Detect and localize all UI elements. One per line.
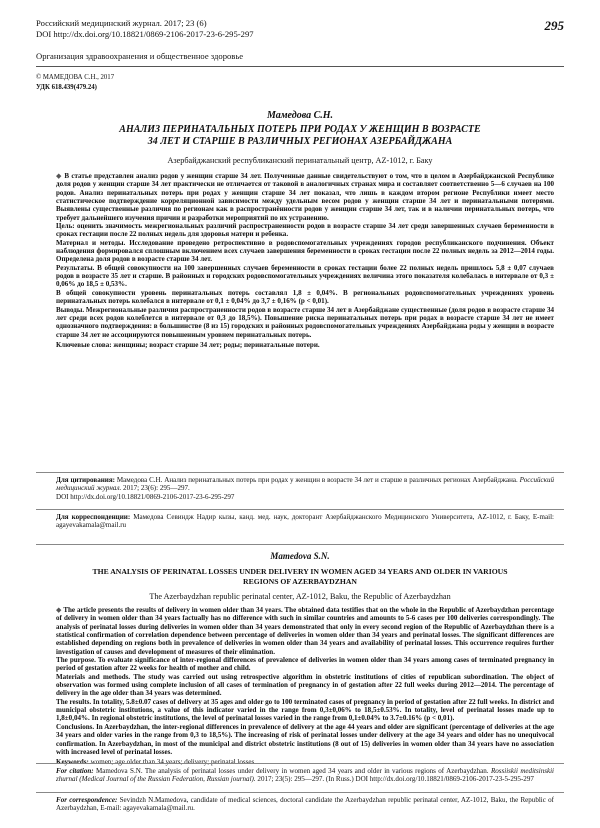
keywords-ru: Ключевые слова: женщины; возраст старше 34 лет; роды; перинатальные потери.	[56, 340, 320, 349]
keywords-en: Keywords: women; age older than 34 years; delivery; perinatal losses.	[56, 758, 257, 767]
abstract-en-methods: Materials and methods. The study was carried out using retrospective algorithm in obstetric institutions of cities of republican subordination. The object of observation was formed using complete inclusion of all cases of termination of pregnancy in of gestation after 22 full weeks during 2012—2014. The percentage of delivery in the age older than 34 years was determined.	[56, 672, 554, 698]
abstract-ru-conclusions: Выводы. Межрегиональные различия распространенности родов в возрасте старше 34 лет в Азербайджане существенные (доля родов в возрасте старше 34 лет среди всех родов колеблется в интервале от 0,3 до 18,5%). Повышение риска перинатальных потерь при родах в возрасте старше 34 лет не имеет однозначного подтверждения: в большинстве (8 из 15) городских и районных родовспомогательных учреждениях Азербайджана роды у женщин в возрасте старше 34 лет не ассоциируются повышенным уровнем перинатальных потерь.	[56, 305, 554, 339]
section-name: Организация здравоохранения и общественное здоровье	[36, 51, 244, 61]
title-ru-line2: 34 ЛЕТ И СТАРШЕ В РАЗЛИЧНЫХ РЕГИОНАХ АЗЕРБАЙДЖАНА	[147, 136, 453, 147]
correspondence-ru: Для корреспонденции: Мамедова Севиндж Надир кызы, канд. мед. наук, докторант Азербайджанского Медицинского Университета, AZ-1012, г. Баку, E-mail: agayevakamala@mail.ru	[56, 513, 554, 530]
abstract-ru-results2: В общей совокупности уровень перинатальных потерь составлял 1,8 ± 0,04%. В региональных родовспомогательных учреждениях уровень перинатальных потерь колебался в интервале от 0,1 ± 0,04% до 3,7 ± 0,16% (p < 0,01).	[56, 288, 554, 306]
author-ru: Мамедова С.Н.	[266, 110, 334, 121]
title-en-line1: THE ANALYSIS OF PERINATAL LOSSES UNDER DELIVERY IN WOMEN AGED 34 YEARS AND OLDER IN VARIOUS	[92, 567, 508, 576]
udc-code: УДК 618.439(479.24)	[36, 84, 97, 91]
abstract-ru	[56, 172, 554, 349]
separator-en-citation	[36, 763, 564, 764]
affiliation-ru: Азербайджанский республиканский перинатальный центр, AZ-1012, г. Баку	[167, 156, 433, 165]
separator-ru-correspondence	[36, 509, 564, 510]
bullet-icon: ◆	[56, 606, 64, 614]
doi-link[interactable]: DOI http://dx.doi.org/10.18821/0869-2106-2017-23-6-295-297	[36, 29, 254, 39]
citation-ru-doi[interactable]: DOI http://dx.doi.org/10.18821/0869-2106-2017-23-6-295-297	[56, 492, 235, 501]
journal-issue: Российский медицинский журнал. 2017; 23 (6)	[36, 18, 207, 28]
title-ru	[70, 124, 530, 148]
abstract-en-conclusions: Conclusions. In Azerbaydzhan, the inter-regional differences in prevalence of delivery at the age 44 years and older are significant (percentage of deliveries at the age 34 years and older varies in the range from 0,3 to 18,5%). The increasing of risk of perinatal losses under delivery at the age 34 years and older has no unequivocal confirmation. In Azerbaydzhan, in most of the municipal and district obstetric institutions (8 out of 15) deliveries in women older than 34 years have no association with increased level of perinatal losses.	[56, 722, 554, 756]
affiliation-en: The Azerbaydzhan republic perinatal center, AZ-1012, Baku, the Republic of Azerbaydzhan	[149, 592, 451, 601]
abstract-en-results: The results. In totality, 5.8±0.07 cases of delivery at 35 ages and older go to 100 terminated cases of pregnancy in period of gestation after 22 full weeks. In district and municipal obstetric institutions, a value of this indicator varied in the range from 0,3±0,06% to 18,5±0.53%. In totality, level of perinatal losses made up to 1,8±0,04%. In regional obstetric institutions, the level of perinatal losses varied in the range from 0,1±0.04% to 3.7±0.16% (p < 0,01).	[56, 697, 554, 723]
correspondence-en: For correspondence: Sevindzh N.Mamedova, candidate of medical sciences, doctoral candidate the Azerbaydzhan republic perinatal center, AZ-1012, Baku, the Republic of Azerbaydzhan, E-mail: agayevakamala@mail.ru.	[56, 796, 555, 813]
copyright: © МАМЕДОВА С.Н., 2017	[36, 74, 115, 81]
header-rule	[36, 66, 564, 67]
title-en-line2: REGIONS OF AZERBAYDZHAN	[243, 577, 357, 586]
citation-ru: Для цитирования: Мамедова С.Н. Анализ перинатальных потерь при родах у женщин в возрасте 34 лет и старше в различных регионах Азербайджана. Российский медицинский журнал. 2017; 23(6): 295—297. DOI http://dx.doi.org/10.18821/0869-2106-2017-23-6-295-297	[56, 476, 555, 501]
abstract-en-intro: ◆ The article presents the results of delivery in women older than 34 years. The obtained data testifies that on the whole in the Republic of Azerbaydzhan percentage of delivery in women older than 34 years factually has no difference with such in similar countries and amounts to 5-6 cases per 100 deliveries correspondingly. The analysis of perinatal losses during deliveries in women older than 34 years demonstrated that only in every second region of the Republic of Azerbaydzhan there is a statistical confirmation of correlation dependence between percentage of deliveries in women older than 34 years and perinatal losses. The significant differences are established depending on regions both in prevalence of deliveries in women older than 34 years and availability of perinatal losses. This occurrence requires further investigation of causes and development of measures of their elimination.	[56, 606, 554, 656]
abstract-ru-intro: ◆ В статье представлен анализ родов у женщин старше 34 лет. Полученные данные свидетельствуют о том, что в целом в Азербайджанской Республике доля родов у женщин старше 34 лет практически не отличается от таковой в аналогичных странах мира и составляет соответственно 5—6 случаев на 100 родов. Анализ перинатальных потерь при родах у женщин старше 34 лет показал, что лишь в каждом втором регионе Республики имеет место статистическое подтверждение корреляционной зависимости между удельным весом родов у женщин старше 34 лет и перинатальными потерями. Выявлены существенные различия по регионам как в распространённости родов у женщин старше 34 лет, так и в наличии перинатальных потерь, что требует дальнейшего изучения причин и разработки мероприятий по их устранению.	[56, 172, 554, 222]
title-ru-line1: АНАЛИЗ ПЕРИНАТАЛЬНЫХ ПОТЕРЬ ПРИ РОДАХ У ЖЕНЩИН В ВОЗРАСТЕ	[119, 124, 481, 135]
author-en: Mamedova S.N.	[270, 551, 330, 561]
title-en	[76, 567, 524, 587]
abstract-en	[56, 606, 554, 767]
separator-en-correspondence	[36, 792, 564, 793]
abstract-ru-aim: Цель: оценить значимость межрегиональных различий распространенности родов в возрасте старше 34 лет среди завершенных случаев беременности в сроках гестации после 22 полных недель для здоровья матери и ребенка.	[56, 222, 554, 239]
running-header	[36, 18, 254, 62]
abstract-ru-methods: Материал и методы. Исследование проведено ретроспективно в родовспомогательных учреждениях городов республиканского подчинения. Объект наблюдения формировался сплошным включением всех случаев завершения беременности в сроках гестации после 22 полных недель за 2012—2014 годы. Определена доля родов в возрасте старше 34 лет.	[56, 238, 554, 264]
separator-languages	[36, 544, 564, 545]
citation-en: For citation: Mamedova S.N. The analysis of perinatal losses under delivery in women aged 34 years and older in various regions of Azerbaydzhan. Rossiiskii meditsinskii zhurnal (Medical Journal of the Russian Federation, Russian journal). 2017; 23(5): 295—297. (In Russ.) DOI http://dx.doi.org/10.18821/0869-2106-2017-23-5-295-297	[56, 767, 554, 784]
abstract-en-purpose: The purpose. To evaluate significance of inter-regional differences of prevalence of deliveries in women older than 34 years among cases of terminated pregnancy in period of gestation after 22 weeks for health of mother and child.	[56, 656, 554, 673]
page-number: 295	[544, 18, 564, 33]
separator-ru-citation	[36, 472, 564, 473]
abstract-ru-results: Результаты. В общей совокупности на 100 завершенных случаев беременности в сроках гестации более 22 полных недель пришлось 5,8 ± 0,07 случаев родов в возрасте 35 лет и старше. В районных и городских родовспомогательных учреждениях величина этого показателя колебалась в интервале от 0,3 ± 0,06% до 18,5 ± 0,53%.	[56, 263, 554, 289]
bullet-icon: ◆	[56, 172, 65, 180]
